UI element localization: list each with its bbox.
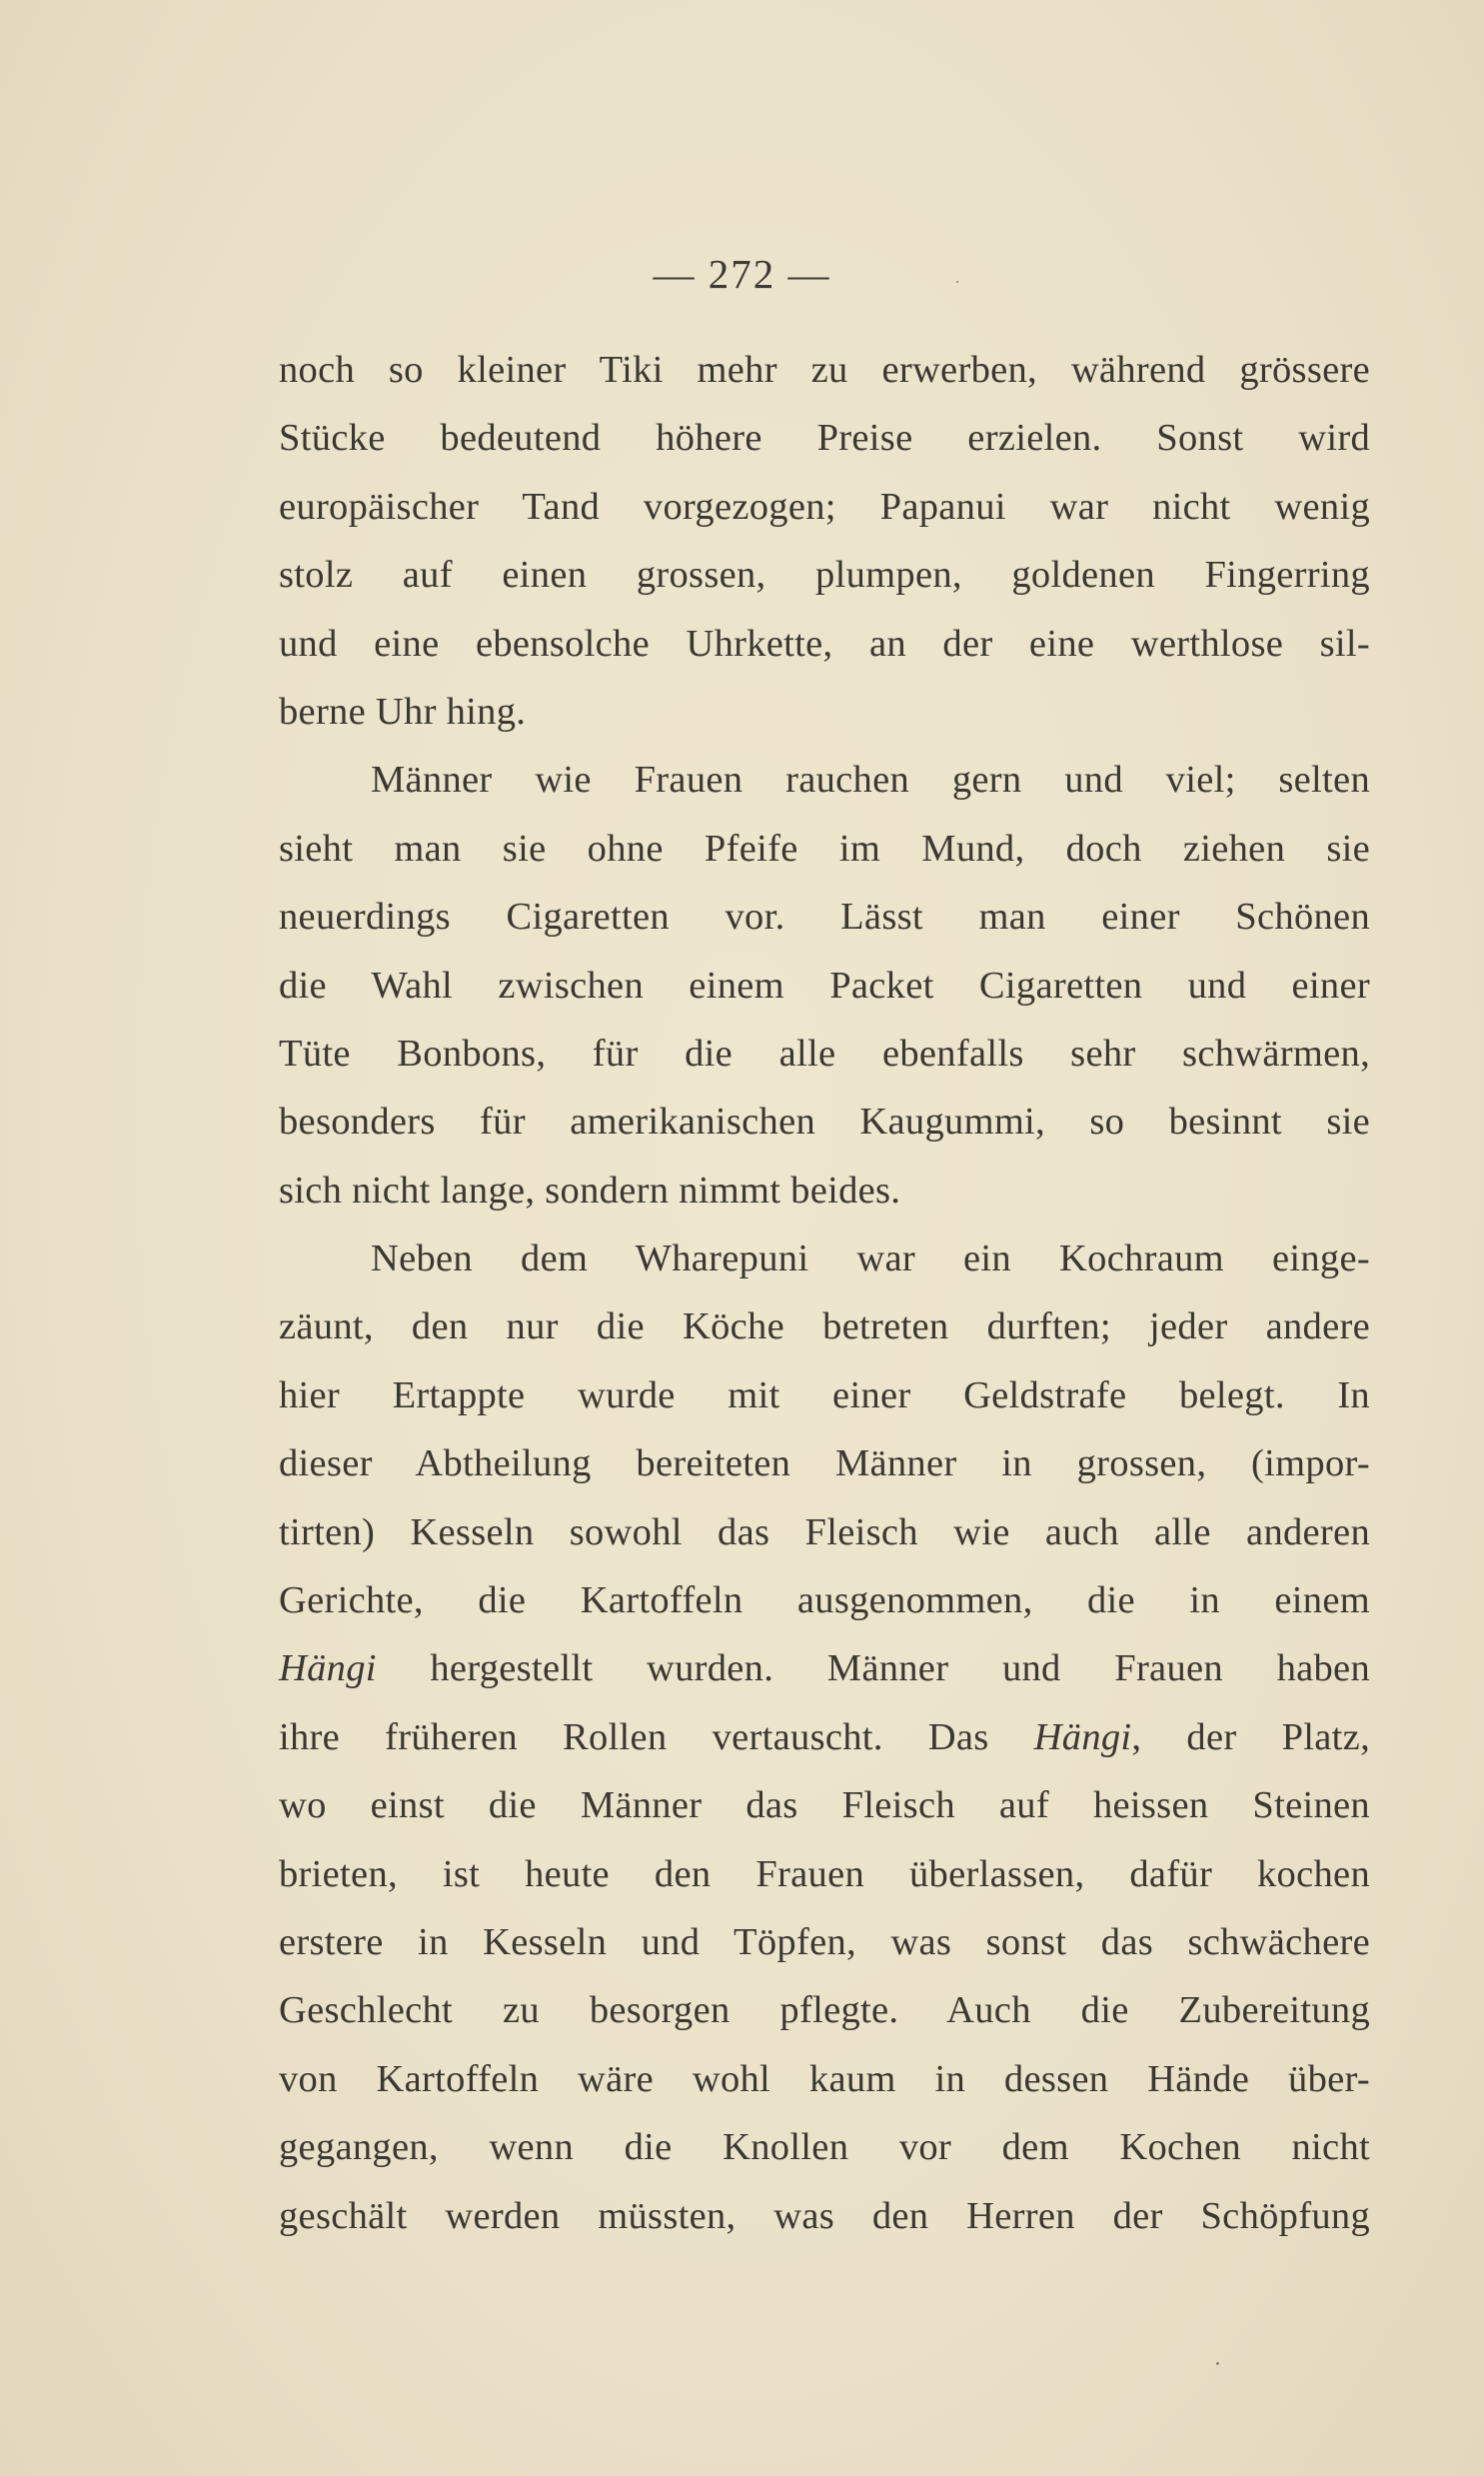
text-line: Gerichte, die Kartoffeln ausgenommen, die in einem: [279, 1579, 1370, 1622]
text-line: zäunt, den nur die Köche betreten durften; jeder andere: [279, 1305, 1370, 1348]
text-line: gegangen, wenn die Knollen vor dem Kochen nicht: [279, 2126, 1370, 2169]
text-line: brieten, ist heute den Frauen überlassen, dafür kochen: [279, 1852, 1370, 1895]
text-line: von Kartoffeln wäre wohl kaum in dessen Hände über-: [279, 2057, 1370, 2100]
text-line: [279, 1703, 1370, 1771]
paper-speck: [956, 281, 958, 283]
line-text: ihre früheren Rollen vertauscht. Das: [279, 1715, 1034, 1758]
text-line: dieser Abtheilung bereiteten Männer in grossen, (impor-: [279, 1442, 1370, 1485]
text-line: Tüte Bonbons, für die alle ebenfalls sehr schwärmen,: [279, 1032, 1370, 1075]
text-line: neuerdings Cigaretten vor. Lässt man einer Schönen: [279, 896, 1370, 939]
text-line: tirten) Kesseln sowohl das Fleisch wie auch alle anderen: [279, 1510, 1370, 1553]
line-text: , der Platz,: [1131, 1715, 1370, 1758]
paragraph: [279, 1225, 1370, 2250]
text-line: Stücke bedeutend höhere Preise erzielen. Sonst wird: [279, 417, 1370, 460]
italic-term: Hängi: [279, 1647, 377, 1690]
text-line: hier Ertappte wurde mit einer Geldstrafe belegt. In: [279, 1373, 1370, 1416]
body-text: [279, 336, 1370, 2250]
text-line: sich nicht lange, sondern nimmt beides.: [279, 1169, 901, 1212]
text-line: noch so kleiner Tiki mehr zu erwerben, während grössere: [279, 349, 1370, 391]
paragraph: [279, 336, 1370, 746]
text-line: stolz auf einen grossen, plumpen, goldenen Fingerring: [279, 554, 1370, 597]
italic-term: Hängi: [1033, 1715, 1132, 1758]
page-number: — 272 —: [653, 251, 831, 297]
text-line: die Wahl zwischen einem Packet Cigaretten und einer: [279, 964, 1370, 1007]
text-line: wo einst die Männer das Fleisch auf heissen Steinen: [279, 1784, 1370, 1827]
text-line: sieht man sie ohne Pfeife im Mund, doch ziehen sie: [279, 827, 1370, 870]
text-line: und eine ebensolche Uhrkette, an der eine werthlose sil-: [279, 622, 1370, 665]
paragraph: [279, 746, 1370, 1225]
paper-speck: [1216, 2362, 1219, 2365]
text-line: Neben dem Wharepuni war ein Kochraum einge-: [371, 1238, 1370, 1280]
text-line: Geschlecht zu besorgen pflegte. Auch die Zubereitung: [279, 1989, 1370, 2032]
text-line: Männer wie Frauen rauchen gern und viel; selten: [371, 759, 1370, 802]
text-line: [279, 1634, 1370, 1702]
text-line: europäischer Tand vorgezogen; Papanui war nicht wenig: [279, 485, 1370, 528]
text-line: berne Uhr hing.: [279, 690, 527, 733]
text-line: erstere in Kesseln und Töpfen, was sonst das schwächere: [279, 1920, 1370, 1963]
text-line: geschält werden müssten, was den Herren der Schöpfung: [279, 2194, 1370, 2237]
line-text: hergestellt wurden. Männer und Frauen haben: [376, 1647, 1370, 1690]
text-line: besonders für amerikanischen Kaugummi, so besinnt sie: [279, 1101, 1370, 1144]
